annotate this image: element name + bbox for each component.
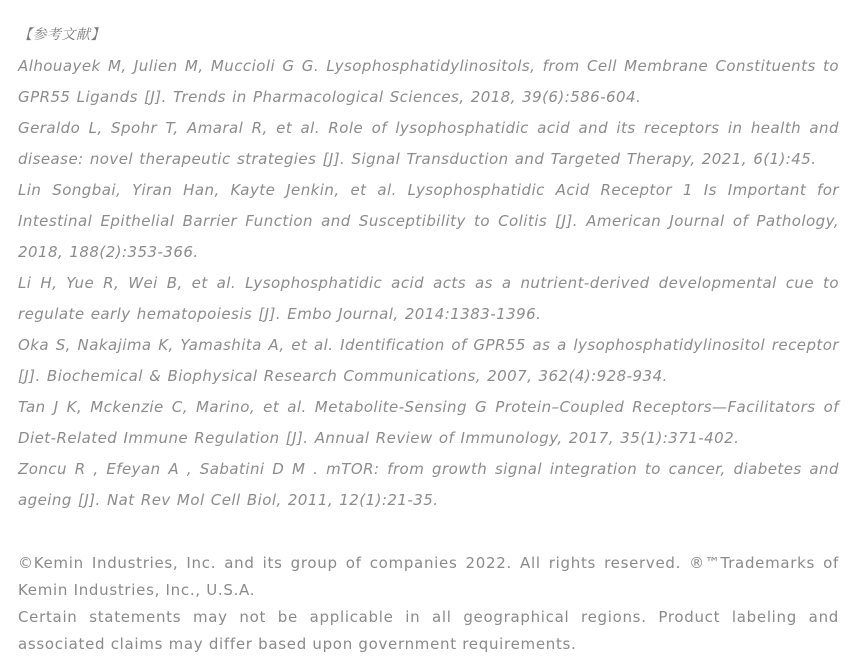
reference-item: Geraldo L, Spohr T, Amaral R, et al. Role of lysophosphatidic acid and its receptors in health and disease: novel therapeutic strategies [J]. Signal Transduction and Targeted Therapy, 2021, 6(1):45.	[18, 119, 839, 168]
footer	[18, 550, 839, 658]
copyright-notice: ©Kemin Industries, Inc. and its group of companies 2022. All rights reserved. ®™Trademarks of Kemin Industries, Inc., U.S.A.	[18, 554, 839, 599]
reference-item: Lin Songbai, Yiran Han, Kayte Jenkin, et al. Lysophosphatidic Acid Receptor 1 Is Important for Intestinal Epithelial Barrier Function and Susceptibility to Colitis [J]. American Journal of Pathology, 2018, 188(2):353-366.	[18, 181, 839, 261]
reference-item: Oka S, Nakajima K, Yamashita A, et al. Identification of GPR55 as a lysophosphatidylinositol receptor [J]. Biochemical & Biophysical Research Communications, 2007, 362(4):928-934.	[18, 336, 839, 385]
reference-item: Zoncu R , Efeyan A , Sabatini D M . mTOR: from growth signal integration to cancer, diabetes and ageing [J]. Nat Rev Mol Cell Biol, 2011, 12(1):21-35.	[18, 460, 839, 509]
reference-item: Alhouayek M, Julien M, Muccioli G G. Lysophosphatidylinositols, from Cell Membrane Constituents to GPR55 Ligands [J]. Trends in Pharmacological Sciences, 2018, 39(6):586-604.	[18, 57, 839, 106]
section-spacer	[18, 516, 839, 550]
reference-item: Li H, Yue R, Wei B, et al. Lysophosphatidic acid acts as a nutrient-derived developmental cue to regulate early hematopoiesis [J]. Embo Journal, 2014:1383-1396.	[18, 274, 839, 323]
document-body	[18, 20, 839, 658]
references-heading: 【参考文献】	[18, 27, 105, 43]
disclaimer-text: Certain statements may not be applicable in all geographical regions. Product labeling and associated claims may differ based upon government requirements.	[18, 608, 839, 653]
reference-item: Tan J K, Mckenzie C, Marino, et al. Metabolite-Sensing G Protein–Coupled Receptors—Facilitators of Diet-Related Immune Regulation [J]. Annual Review of Immunology, 2017, 35(1):371-402.	[18, 398, 839, 447]
reference-list	[18, 51, 839, 516]
